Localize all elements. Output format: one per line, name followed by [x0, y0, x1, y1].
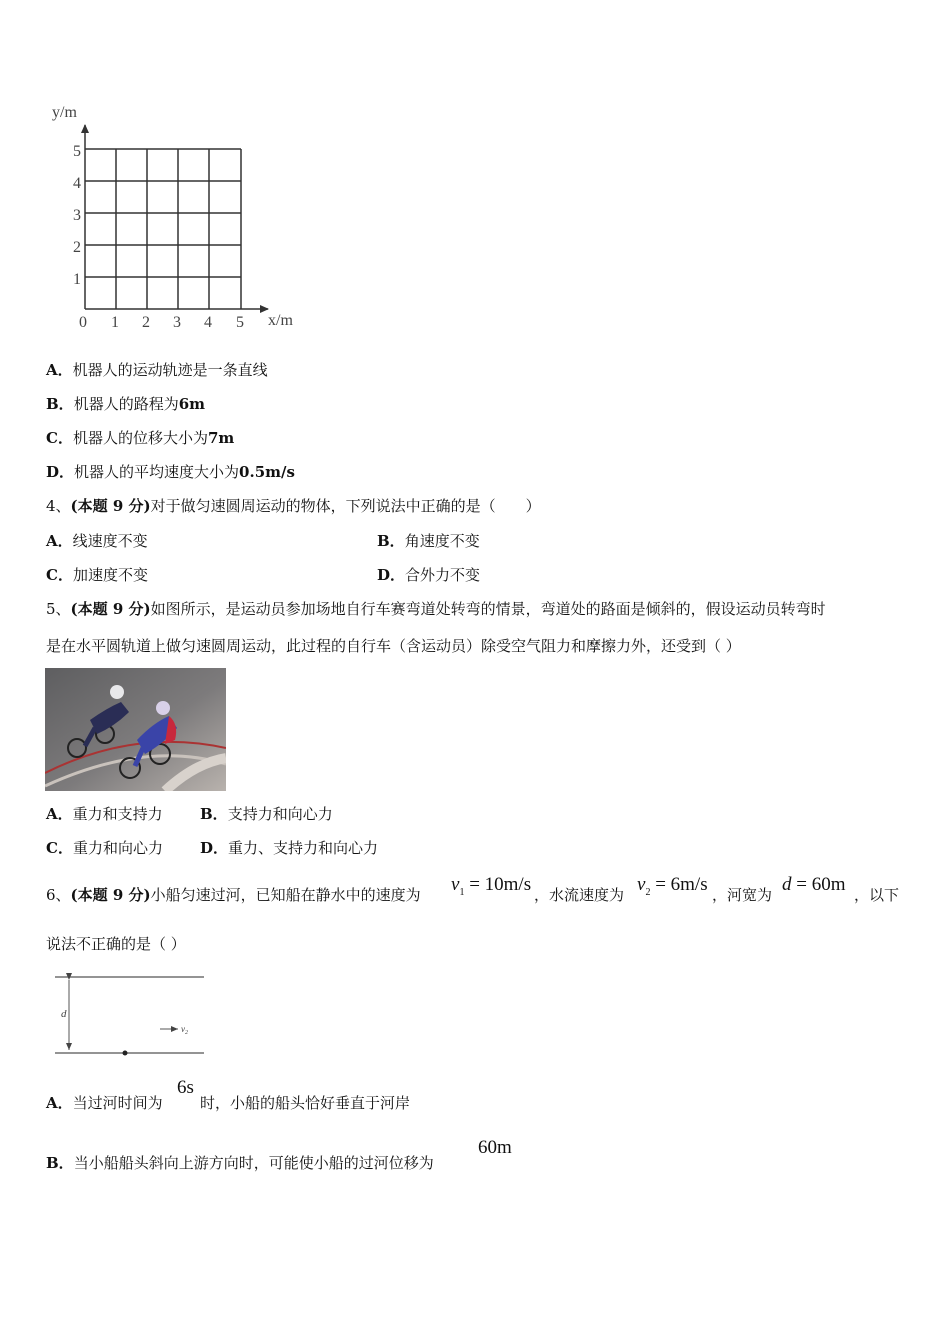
option-letter: A． — [46, 1094, 73, 1112]
q3-option-c[interactable] — [46, 428, 234, 448]
math-value: = 60m — [791, 874, 846, 895]
q5-stem-line2 — [46, 636, 741, 656]
question-score: (本题 9 分) — [70, 886, 151, 904]
q4-stem — [46, 496, 541, 516]
q6-stem-line1 — [46, 885, 421, 905]
option-text: 机器人的位移大小为 — [72, 429, 208, 447]
q6-option-b-text[interactable] — [46, 1153, 434, 1173]
option-value: 7m — [207, 429, 235, 447]
option-text: 机器人的运动轨迹是一条直线 — [72, 361, 268, 379]
x-tick: 0 — [79, 314, 87, 331]
q4-option-d[interactable] — [377, 565, 480, 585]
math-subscript: 1 — [459, 886, 465, 898]
option-text: 加速度不变 — [72, 566, 148, 584]
current-subscript: 2 — [185, 1030, 188, 1036]
question-number: 5、 — [46, 600, 71, 618]
option-letter: C． — [46, 839, 73, 857]
grid-lines — [85, 149, 241, 309]
q3-option-d[interactable] — [46, 462, 295, 482]
formula-d — [782, 874, 846, 896]
q4-option-a[interactable] — [46, 531, 148, 551]
x-tick: 2 — [142, 314, 150, 331]
math-value: = 10m/s — [464, 874, 532, 895]
question-text: 如图所示，是运动员参加场地自行车赛弯道处转弯的情景，弯道处的路面是倾斜的，假设运动员转弯时 — [150, 600, 826, 618]
formula-6s: 6s — [177, 1077, 194, 1098]
q6-stem-part-d: ，以下 — [854, 886, 900, 904]
q5-option-b[interactable] — [200, 804, 333, 824]
y-tick: 2 — [73, 239, 81, 256]
y-axis-label: y/m — [52, 104, 77, 121]
option-value: 6m — [178, 395, 206, 413]
question-number: 4、 — [46, 497, 71, 515]
y-tick: 5 — [73, 143, 81, 160]
option-letter: D． — [377, 566, 406, 584]
x-tick-labels — [79, 314, 244, 331]
option-text: 角速度不变 — [404, 532, 480, 550]
option-letter: B． — [46, 395, 74, 413]
q3-option-a[interactable] — [46, 360, 268, 380]
math-value: = 6m/s — [650, 874, 708, 895]
q6-option-a-text[interactable] — [46, 1093, 163, 1113]
coordinate-grid-figure — [40, 95, 310, 335]
formula-60m: 60m — [478, 1137, 512, 1158]
y-tick-labels — [73, 143, 81, 288]
x-tick: 3 — [173, 314, 181, 331]
option-text: 重力和支持力 — [72, 805, 163, 823]
math-symbol: d — [782, 874, 792, 895]
option-text: 合外力不变 — [405, 566, 481, 584]
q5-option-a[interactable] — [46, 804, 163, 824]
formula-v1 — [451, 874, 531, 898]
current-label — [181, 1024, 188, 1036]
x-tick: 4 — [204, 314, 212, 331]
math-subscript: 2 — [645, 886, 651, 898]
q6-stem-line2 — [46, 934, 186, 954]
option-value: 0.5m/s — [239, 463, 295, 481]
q5-option-c[interactable] — [46, 838, 163, 858]
x-tick: 1 — [111, 314, 119, 331]
question-score: (本题 9 分) — [70, 497, 151, 515]
option-text: 机器人的平均速度大小为 — [74, 463, 240, 481]
width-label: d — [61, 1008, 67, 1020]
q6-stem-part-b: ，水流速度为 — [534, 886, 625, 904]
option-text: 重力和向心力 — [72, 839, 163, 857]
q5-option-d[interactable] — [200, 838, 378, 858]
y-tick: 1 — [73, 271, 81, 288]
math-symbol: v — [451, 874, 460, 895]
question-text: 小船匀速过河，已知船在静水中的速度为 — [150, 886, 421, 904]
q6-stem-part-c: ，河宽为 — [712, 886, 773, 904]
formula-v2 — [637, 874, 708, 898]
option-text: 支持力和向心力 — [227, 805, 333, 823]
option-letter: C． — [46, 566, 73, 584]
option-letter: B． — [377, 532, 405, 550]
option-text: 当小船船头斜向上游方向时，可能使小船的过河位移为 — [73, 1154, 434, 1172]
river-diagram — [50, 966, 210, 1066]
x-axis-label: x/m — [268, 312, 293, 329]
x-tick: 5 — [236, 314, 244, 331]
option-letter: D． — [200, 839, 229, 857]
cycling-track-photo — [45, 668, 226, 791]
q6-option-a-tail: 时，小船的船头恰好垂直于河岸 — [200, 1094, 411, 1112]
question-text: 是在水平圆轨道上做匀速圆周运动，此过程的自行车（含运动员）除受空气阻力和摩擦力外，还受到（ ） — [46, 637, 741, 655]
option-letter: A． — [46, 805, 73, 823]
q5-stem-line1 — [46, 599, 826, 619]
q4-option-b[interactable] — [377, 531, 480, 551]
y-tick: 3 — [73, 207, 81, 224]
option-text: 机器人的路程为 — [73, 395, 179, 413]
option-letter: C． — [46, 429, 73, 447]
current-symbol: v — [181, 1024, 185, 1034]
math-symbol: v — [637, 874, 646, 895]
option-letter: B． — [200, 805, 228, 823]
option-text: 线速度不变 — [72, 532, 148, 550]
option-letter: A． — [46, 361, 73, 379]
y-tick: 4 — [73, 175, 81, 192]
question-text: 对于做匀速圆周运动的物体，下列说法中正确的是（ ） — [150, 497, 541, 515]
question-score: (本题 9 分) — [70, 600, 151, 618]
option-letter: B． — [46, 1154, 74, 1172]
option-letter: A． — [46, 532, 73, 550]
option-text: 当过河时间为 — [72, 1094, 163, 1112]
question-number: 6、 — [46, 886, 71, 904]
option-letter: D． — [46, 463, 75, 481]
option-text: 重力、支持力和向心力 — [228, 839, 379, 857]
q3-option-b[interactable] — [46, 394, 205, 414]
q4-option-c[interactable] — [46, 565, 148, 585]
question-text: 说法不正确的是（ ） — [46, 935, 186, 953]
boat-point — [123, 1051, 128, 1056]
